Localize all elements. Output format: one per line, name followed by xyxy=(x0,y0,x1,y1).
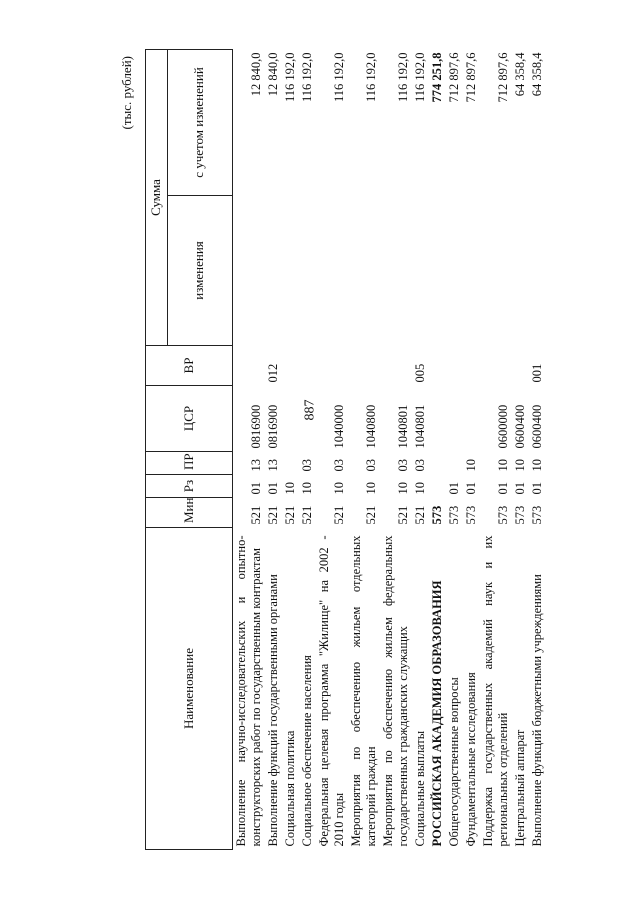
row-csr: 1040800 xyxy=(363,404,378,449)
row-with-changes: 64 358,4 xyxy=(512,52,527,97)
row-csr: 0600400 xyxy=(512,404,527,449)
row-min: 521 xyxy=(363,505,378,525)
row-rz: 01 xyxy=(265,482,280,495)
row-name: Мероприятия по обеспечению жильем отдельных категорий граждан xyxy=(348,535,378,847)
row-with-changes: 116 192,0 xyxy=(282,52,297,103)
row-csr xyxy=(429,386,446,452)
row-vr: 012 xyxy=(265,363,280,383)
header-min: Мин xyxy=(146,498,233,528)
row-name: РОССИЙСКАЯ АКАДЕМИЯ ОБРАЗОВАНИЯ xyxy=(429,580,444,847)
row-pr: 03 xyxy=(412,459,427,472)
row-min: 521 xyxy=(265,505,280,525)
row-name: Выполнение научно-исследовательских и опытно-конструкторских работ по государственным контрактам xyxy=(233,535,263,847)
header-with-changes: с учетом изменений xyxy=(167,50,232,196)
row-rz: 10 xyxy=(412,482,427,495)
row-pr: 10 xyxy=(495,459,510,472)
row-changes xyxy=(348,196,380,346)
row-with-changes: 712 897,6 xyxy=(446,52,461,103)
row-pr xyxy=(282,452,299,475)
row-changes xyxy=(512,196,529,346)
row-pr: 03 xyxy=(363,459,378,472)
row-with-changes: 64 358,4 xyxy=(529,52,544,97)
row-name: Поддержка государственных академий наук и их региональных отделений xyxy=(480,535,510,847)
row-rz xyxy=(429,475,446,498)
row-csr xyxy=(446,386,463,452)
row-min: 573 xyxy=(463,505,478,525)
row-csr xyxy=(463,386,480,452)
row-with-changes: 116 192,0 xyxy=(363,52,378,103)
row-rz: 01 xyxy=(512,482,527,495)
row-rz: 10 xyxy=(395,482,410,495)
row-changes xyxy=(316,196,348,346)
row-rz: 01 xyxy=(463,482,478,495)
row-min: 521 xyxy=(299,505,314,525)
row-csr: 0600400 xyxy=(529,404,544,449)
row-changes xyxy=(299,196,316,346)
header-pr: ПР xyxy=(146,452,233,475)
header-vr: ВР xyxy=(146,346,233,386)
row-vr xyxy=(512,346,529,386)
row-with-changes: 712 897,6 xyxy=(495,52,510,103)
row-pr xyxy=(429,452,446,475)
row-min: 521 xyxy=(331,505,346,525)
row-pr: 10 xyxy=(512,459,527,472)
budget-table xyxy=(145,49,546,850)
row-name: Выполнение функций бюджетными учреждениями xyxy=(529,574,544,847)
row-name: Социальные выплаты xyxy=(412,730,427,847)
table-row xyxy=(446,50,463,850)
row-changes xyxy=(429,196,446,346)
row-vr xyxy=(429,346,446,386)
row-min: 573 xyxy=(495,505,510,525)
row-vr xyxy=(446,346,463,386)
header-sum: Сумма xyxy=(146,50,168,346)
row-min: 573 xyxy=(429,505,444,525)
row-csr: 0816900 xyxy=(265,404,280,449)
row-pr: 10 xyxy=(529,459,544,472)
header-name: Наименование xyxy=(146,528,233,850)
row-name: Мероприятия по обеспечению жильем федеральных государственных гражданских служащих xyxy=(380,535,410,847)
table-header xyxy=(146,50,233,850)
row-pr: 03 xyxy=(395,459,410,472)
table-row xyxy=(299,50,316,850)
row-pr: 13 xyxy=(248,459,263,472)
row-min: 573 xyxy=(512,505,527,525)
row-pr: 03 xyxy=(331,459,346,472)
row-changes xyxy=(529,196,546,346)
row-vr xyxy=(463,346,480,386)
row-with-changes: 712 897,6 xyxy=(463,52,478,103)
row-min: 521 xyxy=(395,505,410,525)
header-rz: Рз xyxy=(146,475,233,498)
row-rz: 10 xyxy=(299,482,314,495)
row-pr: 10 xyxy=(463,459,478,472)
table-row xyxy=(412,50,429,850)
row-vr: 005 xyxy=(412,363,427,383)
row-min: 521 xyxy=(282,505,297,525)
table-row xyxy=(480,50,512,850)
row-min: 573 xyxy=(446,505,461,525)
row-rz: 01 xyxy=(529,482,544,495)
row-changes xyxy=(265,196,282,346)
table-row xyxy=(512,50,529,850)
row-csr xyxy=(299,386,316,452)
row-with-changes: 116 192,0 xyxy=(412,52,427,103)
row-rz: 10 xyxy=(282,482,297,495)
row-pr: 03 xyxy=(299,459,314,472)
row-changes xyxy=(446,196,463,346)
row-vr xyxy=(316,346,348,386)
row-csr: 1040801 xyxy=(412,404,427,449)
row-name: Фундаментальные исследования xyxy=(463,672,478,847)
row-with-changes: 12 840,0 xyxy=(265,52,280,97)
row-csr: 1040801 xyxy=(395,404,410,449)
table-row xyxy=(316,50,348,850)
page-number: 887 xyxy=(302,399,318,421)
row-csr: 1040000 xyxy=(331,404,346,449)
table-row xyxy=(282,50,299,850)
row-name: Федеральная целевая программа "Жилище" на 2002 - 2010 годы xyxy=(316,535,346,847)
row-with-changes: 774 251,8 xyxy=(429,52,444,103)
table-row xyxy=(529,50,546,850)
row-min: 573 xyxy=(529,505,544,525)
row-name: Социальная политика xyxy=(282,730,297,847)
row-vr xyxy=(232,346,265,386)
row-name: Социальное обеспечение населения xyxy=(299,655,314,847)
table-row xyxy=(232,50,265,850)
row-name: Центральный аппарат xyxy=(512,729,527,847)
row-rz: 01 xyxy=(446,482,461,495)
row-csr: 0600000 xyxy=(495,404,510,449)
row-changes xyxy=(282,196,299,346)
table-row xyxy=(429,50,446,850)
row-min: 521 xyxy=(412,505,427,525)
row-with-changes: 116 192,0 xyxy=(299,52,314,103)
row-changes xyxy=(380,196,412,346)
rotated-page-content xyxy=(119,50,640,850)
row-vr xyxy=(348,346,380,386)
row-vr: 001 xyxy=(529,363,544,383)
row-pr xyxy=(446,452,463,475)
row-changes xyxy=(480,196,512,346)
table-body xyxy=(232,50,546,850)
header-csr: ЦСР xyxy=(146,386,233,452)
row-vr xyxy=(282,346,299,386)
row-rz: 01 xyxy=(248,482,263,495)
row-vr xyxy=(299,346,316,386)
row-rz: 01 xyxy=(495,482,510,495)
row-csr xyxy=(282,386,299,452)
table-row xyxy=(265,50,282,850)
row-changes xyxy=(232,196,265,346)
units-label: (тыс. рублей) xyxy=(119,56,134,130)
table-row xyxy=(348,50,380,850)
row-changes xyxy=(463,196,480,346)
row-name: Общегосударственные вопросы xyxy=(446,677,461,847)
row-min: 521 xyxy=(248,505,263,525)
row-rz: 10 xyxy=(331,482,346,495)
row-with-changes: 116 192,0 xyxy=(331,52,346,103)
row-rz: 10 xyxy=(363,482,378,495)
table-row xyxy=(380,50,412,850)
row-changes xyxy=(412,196,429,346)
row-vr xyxy=(380,346,412,386)
row-pr: 13 xyxy=(265,459,280,472)
row-with-changes: 12 840,0 xyxy=(248,52,263,97)
header-changes: изменения xyxy=(167,196,232,346)
table-row xyxy=(463,50,480,850)
row-csr: 0816900 xyxy=(248,404,263,449)
row-vr xyxy=(480,346,512,386)
row-with-changes: 116 192,0 xyxy=(395,52,410,103)
row-name: Выполнение функций государственными органами xyxy=(265,574,280,847)
